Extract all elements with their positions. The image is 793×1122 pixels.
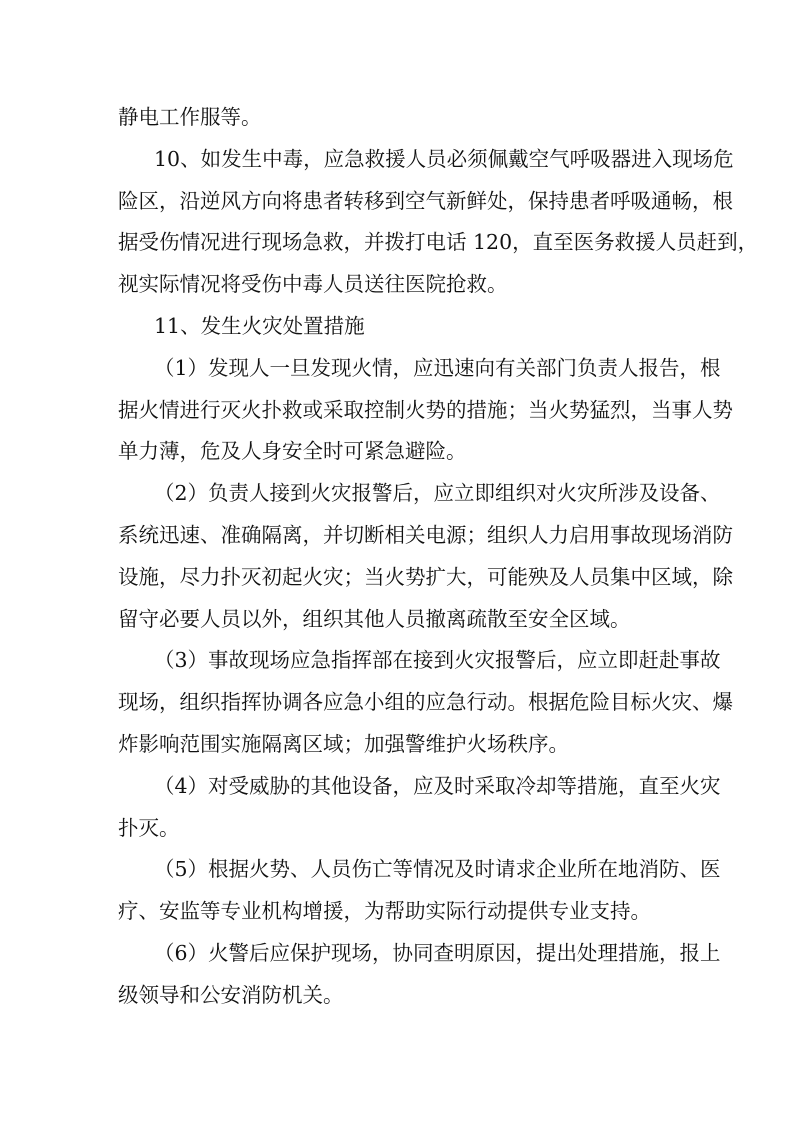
document-page — [118, 97, 759, 1017]
text-line: 系统迅速、准确隔离，并切断相关电源；组织人力启用事故现场消防 — [118, 522, 733, 547]
text-line: 视实际情况将受伤中毒人员送往医院抢救。 — [118, 272, 508, 297]
text-line: 疗、安监等专业机构增援，为帮助实际行动提供专业支持。 — [118, 899, 651, 924]
paragraph-sub-6 — [118, 933, 721, 1017]
text-line: 设施，尽力扑灭初起火灾；当火势扩大，可能殃及人员集中区域，除 — [118, 564, 733, 589]
text-line: （2）负责人接到火灾报警后，应立即组织对火灾所涉及设备、 — [154, 481, 721, 506]
paragraph-sub-1 — [118, 348, 733, 473]
section-heading-11 — [118, 306, 676, 348]
text-line: （6）火警后应保护现场，协同查明原因，提出处理措施，报上 — [154, 940, 721, 965]
text-line: 10、如发生中毒，应急救援人员必须佩戴空气呼吸器进入现场危 — [154, 146, 734, 171]
text-line: （5）根据火势、人员伤亡等情况及时请求企业所在地消防、医 — [154, 857, 721, 882]
text-line: （4）对受威胁的其他设备，应及时采取冷却等措施，直至火灾 — [154, 773, 721, 798]
text-line: 静电工作服等。 — [118, 105, 262, 129]
text-line: （3）事故现场应急指挥部在接到火灾报警后，应立即赶赴事故 — [154, 648, 721, 673]
paragraph-sub-2 — [118, 473, 733, 640]
text-line: 据火情进行灭火扑救或采取控制火势的措施；当火势猛烈，当事人势 — [118, 397, 733, 422]
paragraph-sub-4 — [118, 766, 721, 850]
text-line: 炸影响范围实施隔离区域；加强警维护火场秩序。 — [118, 731, 569, 756]
text-line: 现场，组织指挥协调各应急小组的应急行动。根据危险目标火灾、爆 — [118, 690, 733, 715]
paragraph-sub-3 — [118, 640, 733, 765]
text-line: （1）发现人一旦发现火情，应迅速向有关部门负责人报告，根 — [154, 355, 721, 380]
text-line: 级领导和公安消防机关。 — [118, 982, 344, 1007]
paragraph-continuation — [118, 97, 676, 139]
text-line: 据受伤情况进行现场急救，并拨打电话 120，直至医务救援人员赶到， — [118, 230, 759, 255]
text-line: 留守必要人员以外，组织其他人员撤离疏散至安全区域。 — [118, 606, 631, 631]
paragraph-sub-5 — [118, 849, 721, 933]
text-line: 11、发生火灾处置措施 — [154, 313, 365, 338]
paragraph-item-10 — [118, 139, 759, 306]
text-line: 扑灭。 — [118, 815, 180, 840]
text-line: 单力薄，危及人身安全时可紧急避险。 — [118, 439, 467, 464]
text-line: 险区，沿逆风方向将患者转移到空气新鲜处，保持患者呼吸通畅，根 — [118, 188, 733, 213]
